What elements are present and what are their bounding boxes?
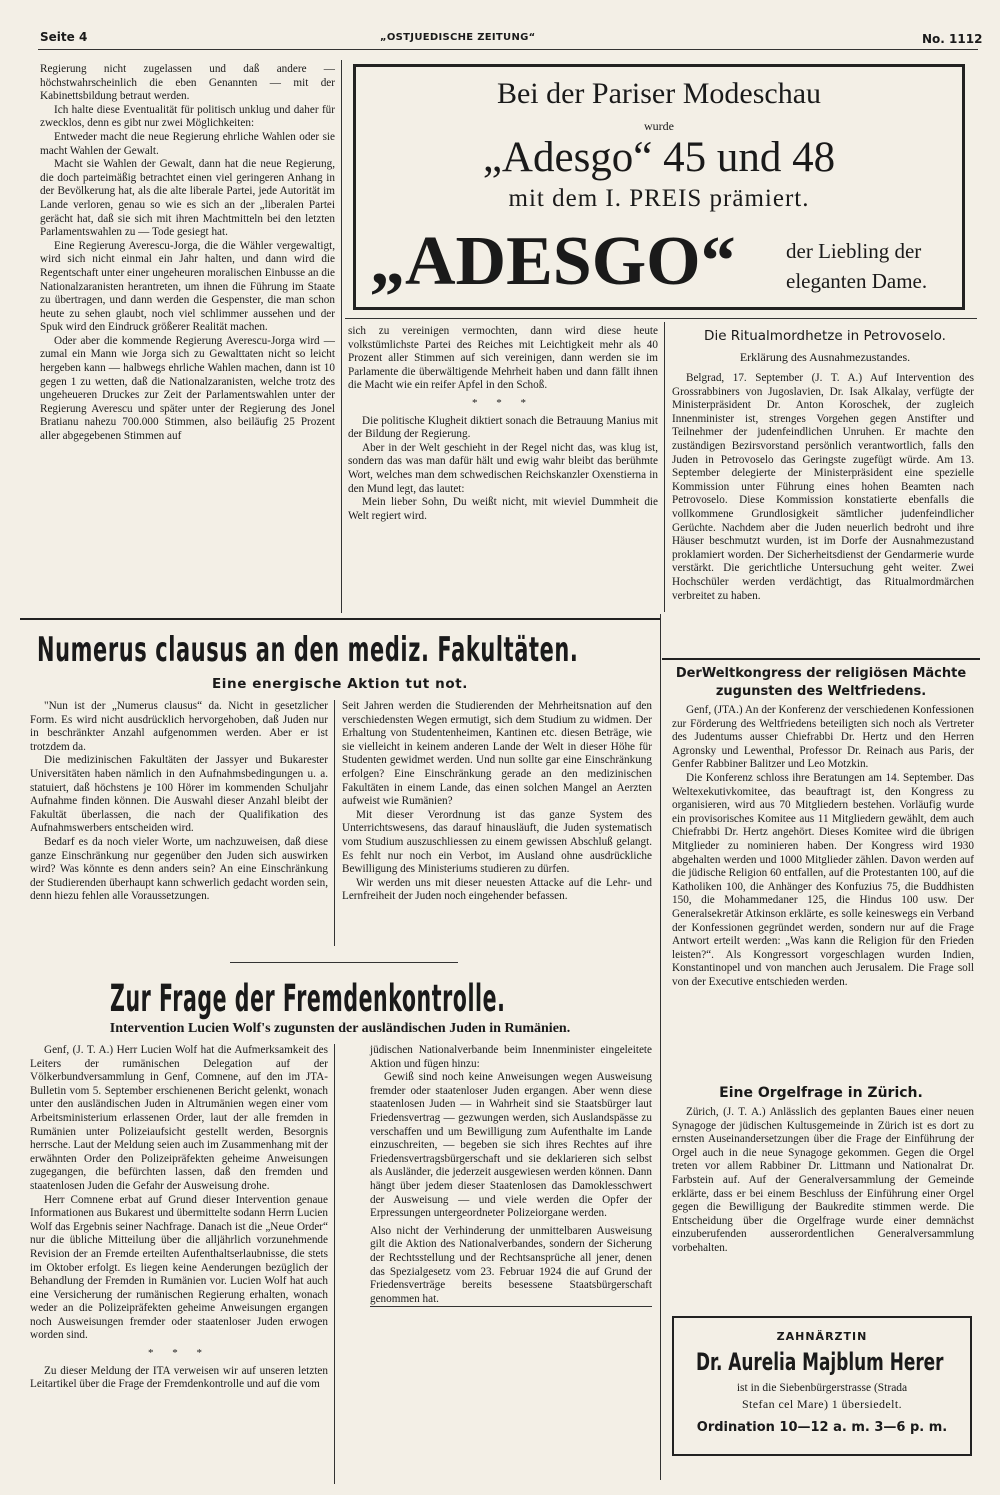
weltkongress-title-1: DerWeltkongress der religiösen Mächte <box>675 666 967 681</box>
paragraph: Bedarf es da noch vieler Worte, um nachzuweisen, daß diese ganze Einschränkung nur gegenüber den Juden sich auswirken wird? Was könnte es denn anders sein? An eine Einschränkung der Studierenden überhaupt kann schwerlich gedacht worden sein, denn hiezu fehlen alle Voraussetzungen. <box>30 835 328 903</box>
ritual-article-body <box>672 372 974 603</box>
paragraph: Macht sie Wahlen der Gewalt, dann hat die neue Regierung, die doch parteimäßig betrachtet einen viel geringeren Anhang in der Bevölkerung hat, als die alte liberale Partei, jede Autorität im Lande verloren, genau so wie es sich an der „liberalen Partei gerächt hat, daß sie sich mit ihren Machtmitteln bei den letzten Parlamentswahlen zu — Tode gesiegt hat. <box>40 158 335 239</box>
ad-slogan-2: eleganten Dame. <box>786 269 928 293</box>
paragraph: Herr Comnene erbat auf Grund dieser Intervention genaue Informationen aus Bukarest und übermittelte sodann Herrn Lucien Wolf das Ergebnis seiner Nachfrage. Danach ist die „Neue Order“ nur die übliche Mitteilung über die alljährlich vorzunehmende Revision der an Fremde erteilten Aufenthaltserlaubnisse, die stets im Oktober erfolgt. Es liegen keine Aenderungen bezüglich der Behandlung der Fremden in Rumänien vor. Lucien Wolf hat auch eine Versicherung der rumänischen Regierung erhalten, wonach weder an die Polizeipräfekten geheime Anweisungen ergangen noch Ausweisungen fremder oder staatenloser Juden erwogen worden sind. <box>30 1193 328 1342</box>
politics-column-2 <box>348 325 658 523</box>
paragraph: sich zu vereinigen vermochten, dann wird diese heute volkstümlichste Partei des Reiches mit Leichtigkeit mehr als 40 Prozent aller Stimmen auf sich vereinigen, dann werden sie im Parlamente die überwältigende Mehrheit haben und dann fällt ihnen die Macht wie ein reifer Apfel in den Schoß. <box>348 325 658 392</box>
column-divider <box>341 60 342 613</box>
paragraph: Die medizinischen Fakultäten der Jassyer und Bukarester Universitäten haben nämlich in den Aufnahmsbedingungen u. a. statuiert, daß höchstens je 100 Hörer im kommenden Schuljahr Aufnahme finden können. Die Auswahl dieser Anzahl bleibt der Fakultät überlassen, die nach der Qualifikation des Aufnahmswerbers entscheiden wird. <box>30 754 328 835</box>
paragraph: "Nun ist der „Numerus clausus“ da. Nicht in gesetzlicher Form. Es wird nicht ausdrücklich hervorgehoben, daß Juden nur in beschränkter Anzahl aufgenommen werden. Aber er ist trotzdem da. <box>30 700 328 753</box>
paragraph: Wir werden uns mit dieser neuesten Attacke auf die Lehr- und Lernfreiheit der Juden noch eingehender befassen. <box>342 876 652 903</box>
paragraph: Also nicht der Verhinderung der unmittelbaren Ausweisung gilt die Aktion des Nationalverbandes, sondern der Sicherung der Rechtsstellung und der Rechtsansprüche all jener, denen das Spezialgesetz vom 23. Februar 1924 die auf Grund der Friedensverträge bereits besessene Staatsbürgerschaft genommen hat. <box>370 1225 652 1308</box>
adesgo-advertisement <box>353 64 965 310</box>
numerus-article-title: Numerus clausus an den mediz. Fakultäten. <box>37 630 579 670</box>
dentist-address-1: ist in die Siebenbürgerstrasse (Strada <box>736 1382 908 1394</box>
column-divider <box>334 700 335 946</box>
paragraph: Zürich, (J. T. A.) Anlässlich des geplanten Baues einer neuen Synagoge der jüdischen Kultusgemeinde in Zürich ist es dort zu ernsten Auseinandersetzungen über die Frage der Einführung der Orgel auch in die neue Synagoge gekommen. Gegen die Orgel treten vor allem Rabbiner Dr. Littmann und Nationalrat Dr. Farbstein auf. Auf der Generalversammlung der Gemeinde erklärte, dass er bei einem Beschluss der Einführung einer Orgel gegen die Bewilligung der Baukredite stimmen werde. Die Entscheidung über die Orgelfrage wurde einer demnächst einzuberufenden ausserordentlichen Generalversammlung vorbehalten. <box>672 1106 974 1254</box>
paragraph: Seit Jahren werden die Studierenden der Mehrheitsnation auf den verschiedensten Wegen ermutigt, sich dem Studium zu widmen. Der Erhaltung von Studentenheimen, Kantinen etc. diesen Beträge, wie sie vielleicht in keinem anderen Lande der Welt in dieser Höhe für Studenten gewidmet werden. Und nun sollte gar eine Einschränkung erfolgen? Eine Einschränkung gerade an den medizinischen Fakultäten in einem Lande, das einen solchen Mangel an Aerzten aufweist wie Rumänien? <box>342 700 652 808</box>
header-rule <box>38 49 978 50</box>
column-divider <box>660 614 661 1480</box>
ritual-article-subtitle: Erklärung des Ausnahmezustandes. <box>739 350 911 364</box>
adesgo-brand: „ADESGO“ <box>370 223 736 300</box>
paragraph: Zu dieser Meldung der ITA verweisen wir auf unseren letzten Leitartikel über die Frage der Fremdenkontrolle und auf die vom <box>30 1364 328 1391</box>
ad-line-1: Bei der Pariser Modeschau <box>496 77 822 110</box>
dentist-hours: Ordination 10—12 a. m. 3—6 p. m. <box>696 1420 948 1435</box>
paragraph: Regierung nicht zugelassen und daß andere — höchstwahrscheinlich die eben Genannten — mit der Kabinettsbildung betraut werden. <box>40 63 335 103</box>
paragraph: Die Konferenz schloss ihre Beratungen am 14. September. Das Weltexekutivkomitee, das beauftragt ist, den Kongress zu organisieren, wird aus 70 Mitgliedern bestehen. Vorläufig wurde ein provisorisches Komitee aus 11 Mitgliedern gewählt, dem auch Chiefrabbi Dr. Hertz angehört. Dieses Komitee wird die übrigen Mitglieder zu nominieren haben. Der Kongress wird 1930 abgehalten werden und 1000 Mitglieder zählen. Davon werden auf die jüdische Religion 60 entfallen, auf die Protestanten 100, auf die Katholiken 100, die Anhänger des Konfuzius 75, die Buddhisten 150, die Mohammedaner 125, die Hindus 100 usw. Der Generalsekretär Atkinson erklärte, es solle keineswegs ein Verband der Konfessionen gegründet werden, sondern nur auf die Frage Antwort erteilt werden: „Was kann die Religion für den Frieden leisten?“. Als Kongressort vorgeschlagen wurden Indien, Konstantinopel und von manchen auch Jerusalem. Die Frage soll von der Executive entschieden werden. <box>672 771 974 988</box>
section-rule <box>20 618 660 620</box>
underlined-paragraph <box>370 1225 652 1308</box>
paragraph: Genf, (JTA.) An der Konferenz der verschiedenen Konfessionen zur Förderung des Weltfriedens beteiligten sich noch als Vertreter des Judentums ausser Chiefrabbi Dr. Hertz und den Herren Agronsky und Lewenthal, Professor Dr. Reinach aus Paris, der Genfer Rabbiner Balitzer und Leo Motzkin. <box>672 704 974 771</box>
paragraph: Eine Regierung Averescu-Jorga, die die Wähler vergewaltigt, wird sich nicht einmal ein Jahr halten, und dann wird die Regentschaft unter einer ungeheuren moralischen Einbusse an die Nationalzaranisten herantreten, um ihnen die Führung im Staate zu übertragen, und dann werden die Gespenster, die man schon heute zu sehen glaubt, noch viel schlimmer aussehen und der Spuk wird den Eindruck größerer Realität machen. <box>40 239 335 334</box>
numerus-column-1 <box>30 700 328 904</box>
paragraph: Entweder macht die neue Regierung ehrliche Wahlen oder sie macht Wahlen der Gewalt. <box>40 130 335 157</box>
ad-line-2: wurde <box>644 119 674 133</box>
ad-line-3: „Adesgo“ 45 und 48 <box>482 134 836 181</box>
ad-line-4: mit dem I. PREIS prämiert. <box>508 185 810 212</box>
column-divider <box>664 322 665 612</box>
fremden-column-1 <box>30 1044 328 1392</box>
numerus-article-subtitle: Eine energische Aktion tut not. <box>211 676 469 692</box>
dentist-address-2: Stefan cel Mare) 1 übersiedelt. <box>741 1397 902 1411</box>
paragraph: jüdischen Nationalverbande beim Innenminister eingeleitete Aktion und fügen hinzu: <box>370 1044 652 1070</box>
section-rule <box>662 658 980 660</box>
numerus-column-2 <box>342 700 652 904</box>
section-stars: * * * <box>472 396 534 409</box>
paragraph: Genf, (J. T. A.) Herr Lucien Wolf hat die Aufmerksamkeit des Leiters der rumänischen Delegation auf der Völkerbundversammlung in Genf, Comnene, auf den im JTA-Bulletin vom 5. September erschienenen Bericht gelenkt, wonach unter den ausländischen Juden in Altrumänien wegen einer vom Arbeitsministerium erlassenen Order, laut der alle fremden in Rumänien unter Polizeiaufsicht gestellt werden, Besorgnis herrsche. Laut der Meldung seien auch im Zusammenhang mit der erwähnten Order den Polizeipräfekten geheime Anweisungen zugegangen, die befürchten lassen, daß den fremden und staatenlosen Juden die Gefahr der Ausweisung drohe. <box>30 1044 328 1192</box>
dentist-heading: ZAHNÄRZTIN <box>776 1330 868 1343</box>
paragraph: Gewiß sind noch keine Anweisungen wegen Ausweisung fremder oder staatenloser Juden ergangen. Aber wenn diese staatenlosen Juden — in Wahrheit sind sie Staatsbürger laut Friedensvertrag — gezwungen werden, sich Auslandspässe zu verschaffen und um Bewilligung zum Aufenthalte im Lande einzuschreiten, — begeben sie sich ihres Rechtes auf ihre Friedensvertragsbürgerschaft und sie deklarieren sich selbst als Ausländer, die jederzeit ausgewiesen werden können. Dann hängt über jedem dieser Staatenlosen das Damoklesschwert der Ausweisung — und viele werden die Opfer der Erpressungen untergeordneter Polizeiorgane werden. <box>370 1071 652 1220</box>
fremden-article-subtitle: Intervention Lucien Wolf's zugunsten der ausländischen Juden in Rumänien. <box>109 1021 571 1036</box>
weltkongress-title-2: zugunsten des Weltfriedens. <box>715 684 927 699</box>
fremden-column-2 <box>370 1044 652 1307</box>
ritual-article-title: Die Ritualmordhetze in Petrovoselo. <box>704 328 946 344</box>
dentist-advertisement <box>672 1316 972 1456</box>
ad-rule <box>345 318 977 319</box>
orgel-article-body <box>672 1106 974 1256</box>
paragraph: Belgrad, 17. September (J. T. A.) Auf Intervention des Grossrabbiners von Jugoslavien, Dr. Isak Alkalay, verfügte der Ministerpräsident Dr. Anton Koroschek, der zugleich Innenminister ist, strenges Vorgehen gegen Anstifter und Teilnehmer der judenfeindlichen Unruhen. Er machte den zuständigen Bezirsvorstand persönlich verantwortlich, falls den Juden in Petrovoselo das Geringste zugefügt würde. Am 13. September delegierte der Ministerpräsident eine spezielle Kommission unter Führung eines hohen Beamten nach Petrovoselo. Diese Kommission konstatierte ebenfalls die vollkommene Grundlosigkeit sämtlicher judenfeindlicher Gerüchte. Nachdem aber die Juden neuerlich bedroht und ihre Häuser beschmutzt wurden, ist im Dorfe der Ausnahmezustand proklamiert worden. Der Sicherheitsdienst der Gendarmerie wurde verstärkt. Die gerichtliche Untersuchung geht weiter. Zwei Hochschüler werden verdächtigt, das Ritualmordmärchen verbreitet zu haben. <box>672 372 974 602</box>
fremden-article-title: Zur Frage der Fremdenkontrolle. <box>110 977 506 1020</box>
newspaper-name: „OSTJUEDISCHE ZEITUNG“ <box>380 32 536 43</box>
ad-slogan-1: der Liebling der <box>786 239 922 263</box>
section-rule <box>230 962 458 963</box>
weltkongress-body <box>672 704 974 989</box>
paragraph: Aber in der Welt geschieht in der Regel nicht das, was klug ist, sondern das was man dafür hält und ewig wahr bleibt das berühmte Wort, welches man dem schwedischen Reichskanzler Oxenstierna in den Mund legt, das lautet: <box>348 441 658 495</box>
paragraph: Mit dieser Verordnung ist das ganze System des Unterrichtswesens, das darauf hinausläuft, die Juden systematisch vom Studium auszuschliessen zu einem gewissen Abschluß gelangt. Es fehlt nur noch ein Verbot, im Ausland ohne ausdrückliche Bewilligung des Ministeriums studieren zu dürfen. <box>342 808 652 876</box>
issue-number: No. 1112 <box>922 32 983 46</box>
section-stars: * * * <box>148 1347 210 1360</box>
column-divider <box>334 1044 335 1484</box>
dentist-name: Dr. Aurelia Majblum Herer <box>696 1348 944 1376</box>
paragraph: Mein lieber Sohn, Du weißt nicht, mit wieviel Dummheit die Welt regiert wird. <box>348 496 658 522</box>
paragraph: Ich halte diese Eventualität für politisch unklug und daher für zwecklos, denn es gibt nur zwei Möglichkeiten: <box>40 103 335 130</box>
paragraph: Oder aber die kommende Regierung Averescu-Jorga wird — zumal ein Mann wie Jorga sich zu Gewalttaten nicht so leicht hergeben kann — halbwegs ehrliche Wahlen machen, dann ist 10 gegen 1 zu wetten, daß die Nationalzaranisten, welche trotz des ungeheueren Druckes zur Zeit der Parlamentswahlen unter der Regierung Averescu und später unter der Regierung des Jonel Bratianu nahezu 700.000 Stimmen, also beiläufig 25 Prozent aller abgegebenen Stimmen auf <box>40 334 335 443</box>
paragraph: Die politische Klugheit diktiert sonach die Betrauung Manius mit der Bildung der Regierung. <box>348 414 658 441</box>
page-number-label: Seite 4 <box>40 30 88 44</box>
politics-column-1 <box>40 63 335 444</box>
orgel-article-title: Eine Orgelfrage in Zürich. <box>719 1085 923 1101</box>
